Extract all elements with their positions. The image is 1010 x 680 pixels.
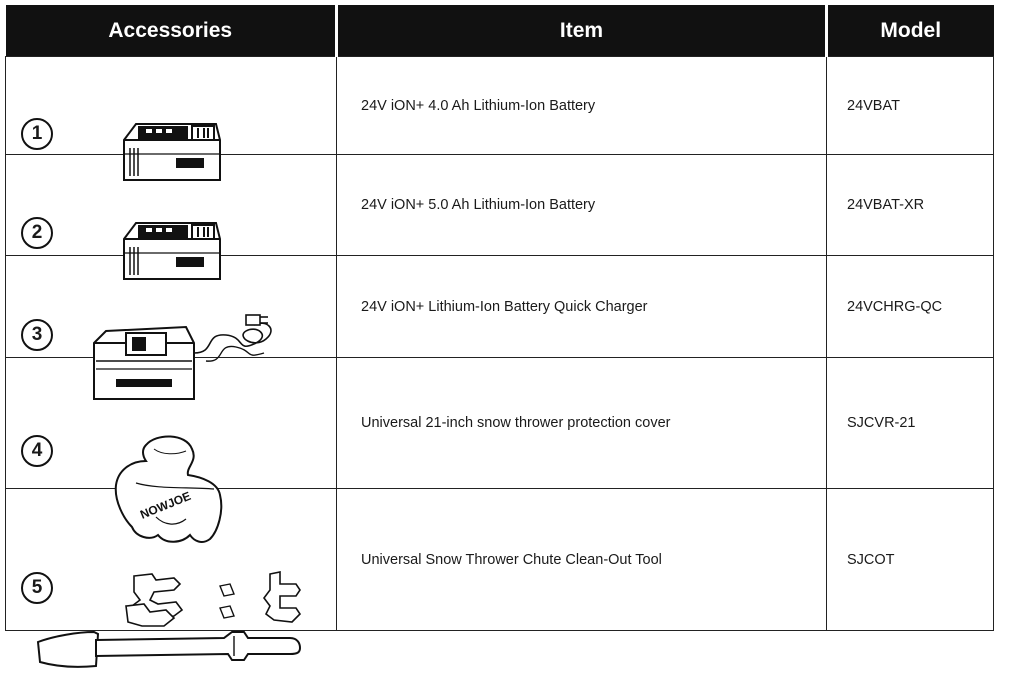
battery-illustration bbox=[116, 217, 226, 287]
item-cell: 24V iON+ 4.0 Ah Lithium-Ion Battery bbox=[337, 57, 827, 155]
table-row bbox=[6, 57, 994, 155]
header-model: Model bbox=[827, 5, 994, 57]
item-number: 3 bbox=[21, 319, 53, 351]
header-row bbox=[6, 5, 994, 57]
model-cell: 24VBAT-XR bbox=[827, 155, 994, 256]
chute-tool-illustration bbox=[34, 570, 314, 680]
item-cell: 24V iON+ 5.0 Ah Lithium-Ion Battery bbox=[337, 155, 827, 256]
accessory-cell bbox=[6, 57, 337, 155]
cover-illustration bbox=[106, 431, 236, 549]
item-number: 1 bbox=[21, 118, 53, 150]
header-accessories: Accessories bbox=[6, 5, 337, 57]
item-number: 2 bbox=[21, 217, 53, 249]
model-cell: SJCVR-21 bbox=[827, 358, 994, 489]
cover-logo-text: NOWJOE bbox=[138, 488, 193, 522]
item-number: 4 bbox=[21, 435, 53, 467]
battery-illustration bbox=[116, 118, 226, 188]
item-cell: Universal Snow Thrower Chute Clean-Out Tool bbox=[337, 489, 827, 631]
header-item: Item bbox=[337, 5, 827, 57]
accessories-table bbox=[5, 5, 994, 631]
item-cell: Universal 21-inch snow thrower protection cover bbox=[337, 358, 827, 489]
item-cell: 24V iON+ Lithium-Ion Battery Quick Charger bbox=[337, 256, 827, 358]
item-number: 5 bbox=[21, 572, 53, 604]
model-cell: SJCOT bbox=[827, 489, 994, 631]
model-cell: 24VCHRG-QC bbox=[827, 256, 994, 358]
model-cell: 24VBAT bbox=[827, 57, 994, 155]
charger-illustration bbox=[86, 313, 286, 403]
